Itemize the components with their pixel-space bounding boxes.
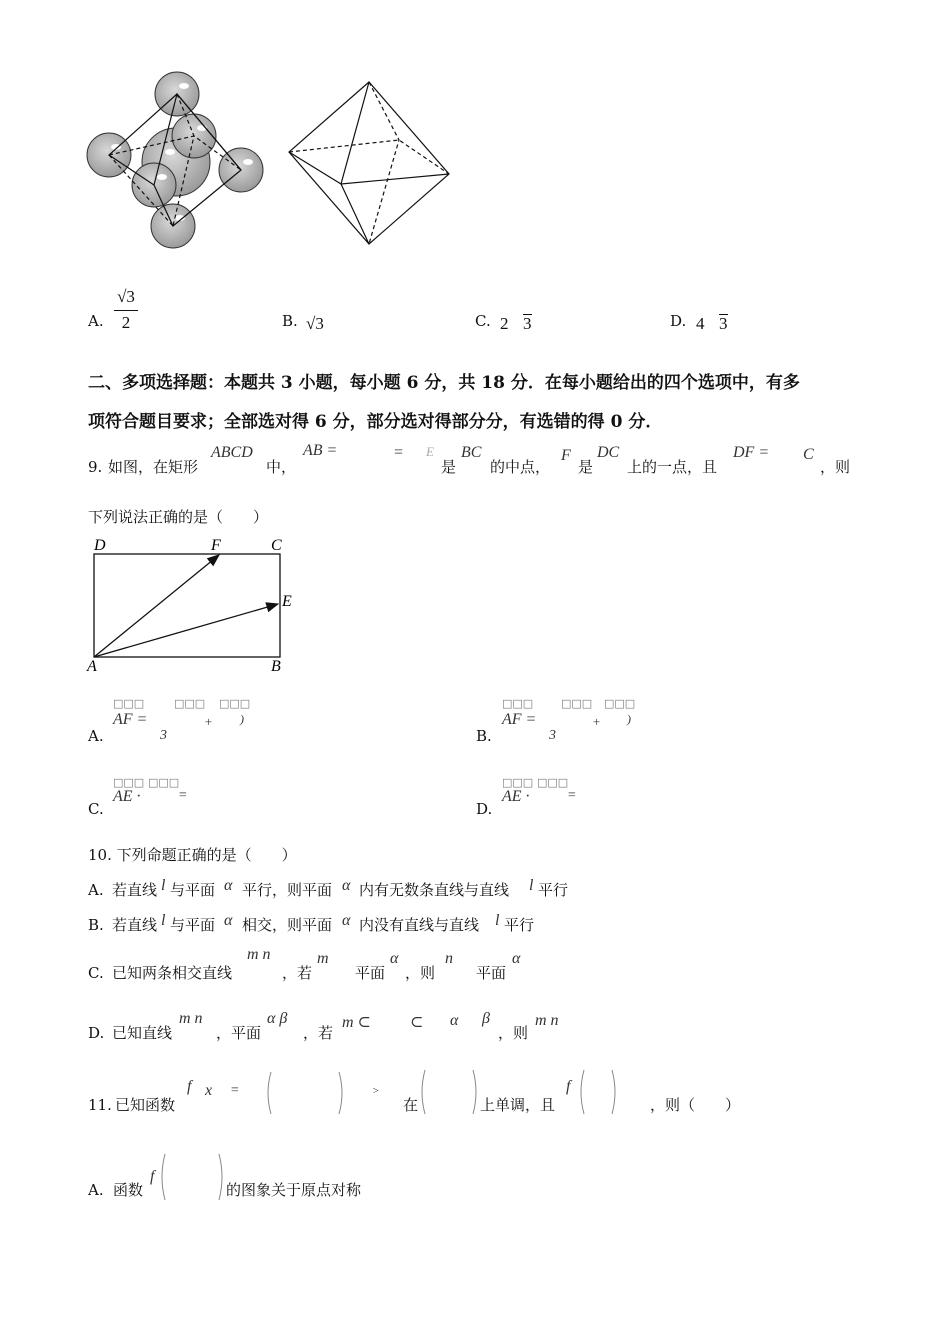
option-d-radicand: 3 (719, 314, 728, 333)
q9-a-vec-mark-2: □□□ (174, 697, 206, 710)
q9-c-vec-mark-1: □□□ (113, 776, 145, 789)
q10-b-t4: 内没有直线与直线 (359, 916, 480, 934)
label-c: C (271, 537, 282, 554)
q9-option-a-plus: + (204, 714, 213, 729)
q10-c-m: m (317, 950, 329, 967)
q9-formula-f: F (561, 447, 571, 464)
q11-option-a-label: A. (88, 1181, 104, 1199)
q9-option-a-af: AF = (113, 711, 148, 728)
q10-c-t3: 平面 (355, 964, 386, 982)
q11-f-arg-bracket (578, 1068, 618, 1116)
q10-b-label: B. (88, 916, 104, 934)
q9-formula-eq: = (393, 444, 404, 461)
q11-f: f (187, 1078, 192, 1095)
q11-eq: = (230, 1083, 240, 1098)
q10-a-l2: l (529, 877, 534, 894)
q11-t2: 在 (403, 1096, 419, 1114)
q10-d-beta: β (482, 1010, 490, 1027)
option-b-label: B. (282, 312, 298, 330)
q9-option-b-af: AF = (502, 711, 537, 728)
q9-b-vec-mark-3: □□□ (604, 697, 636, 710)
q9-text-7: ，则 (820, 458, 851, 476)
crystal-sphere-figure (84, 70, 269, 255)
option-b-value: √3 (306, 314, 324, 333)
q10-b-t2: 与平面 (170, 916, 216, 934)
q11-gt: > (372, 1085, 380, 1097)
q9-a-vec-mark-1: □□□ (113, 697, 145, 710)
q10-d-mn: m n (179, 1010, 203, 1027)
section-2-heading-line1: 二、多项选择题：本题共 3 小题，每小题 6 分，共 18 分．在每小题给出的四个选项中，有多 (88, 373, 800, 393)
q10-c-t2: ，若 (282, 964, 313, 982)
q10-d-msub: m ⊂ (342, 1014, 371, 1031)
octahedron-figure (285, 78, 455, 250)
q10-c-mn: m n (247, 946, 271, 963)
fraction-bar (114, 310, 138, 311)
label-e: E (282, 593, 292, 610)
q10-c-alpha2: α (512, 950, 521, 967)
q11-option-a-t2: 的图象关于原点对称 (226, 1181, 362, 1199)
q9-formula-bc: BC (461, 444, 482, 461)
option-a-numerator: √3 (117, 287, 135, 306)
q10-a-t2: 与平面 (170, 881, 216, 899)
q9-formula-dc: DC (597, 444, 620, 461)
q10-c-alpha: α (390, 950, 399, 967)
q11-t1: 已知函数 (115, 1096, 176, 1114)
q10-d-sub: ⊂ (410, 1014, 424, 1031)
q11-f2: f (566, 1078, 571, 1095)
q10-a-l: l (161, 877, 166, 894)
q10-c-t1: 已知两条相交直线 (112, 964, 233, 982)
q10-c-t5: 平面 (476, 964, 507, 982)
q10-d-t3: ，若 (303, 1024, 334, 1042)
q10-b-alpha2: α (342, 912, 351, 929)
label-a: A (87, 658, 97, 674)
q11-option-a-bracket (159, 1152, 225, 1202)
option-d-label: D. (670, 312, 687, 330)
q10-b-alpha: α (224, 912, 233, 929)
q11-bracket-1 (265, 1070, 345, 1116)
q10-d-mn2: m n (535, 1012, 559, 1029)
q10-a-alpha2: α (342, 877, 351, 894)
q9-text-4: 的中点， (490, 458, 551, 476)
q11-t3: 上单调，且 (480, 1096, 556, 1114)
q9-a-vec-mark-3: □□□ (219, 697, 251, 710)
q10-d-t1: 已知直线 (112, 1024, 173, 1042)
q9-formula-abcd: ABCD (211, 444, 253, 461)
rectangle-abcd-figure (84, 532, 304, 674)
option-a-label: A. (88, 312, 104, 330)
section-2-heading-line2: 项符合题目要求；全部选对得 6 分，部分选对得部分分，有选错的得 0 分． (88, 412, 663, 432)
option-a-denominator: 2 (121, 313, 131, 332)
q10-c-label: C. (88, 964, 104, 982)
q9-option-b-plus: + (592, 714, 601, 729)
q9-option-c-eq: = (178, 788, 188, 803)
q9-formula-e-faint: E (426, 444, 434, 459)
q11-option-a-f: f (150, 1168, 155, 1185)
q9-formula-c: C (803, 446, 814, 463)
q9-option-a-paren: ) (240, 712, 244, 726)
q10-a-label: A. (88, 881, 104, 899)
q11-t4: ，则（ ） (650, 1096, 741, 1114)
label-f: F (211, 537, 221, 554)
option-c-label: C. (475, 312, 491, 330)
q11-option-a-t1: 函数 (113, 1181, 144, 1199)
q9-option-d-label: D. (476, 800, 493, 818)
q10-d-t2: ，平面 (216, 1024, 262, 1042)
q9-text-2: 中， (266, 458, 297, 476)
q9-option-c-ae: AE · (113, 788, 141, 805)
q10-d-alpha: α (450, 1012, 459, 1029)
q11-number: 11. (88, 1096, 112, 1114)
q10-b-t1: 若直线 (112, 916, 158, 934)
option-c-radicand: 3 (523, 314, 532, 333)
q9-option-a-label: A. (88, 727, 104, 745)
q10-a-t4: 内有无数条直线与直线 (359, 881, 510, 899)
q11-x: x (205, 1082, 213, 1099)
q10-d-t4: ，则 (498, 1024, 529, 1042)
q9-b-vec-mark-1: □□□ (502, 697, 534, 710)
q9-option-b-three: 3 (549, 728, 556, 743)
q10-d-ab: α β (267, 1010, 288, 1027)
q9-c-vec-mark-2: □□□ (148, 776, 180, 789)
q10-title: 10. 下列命题正确的是（ ） (88, 846, 297, 864)
label-b: B (271, 658, 281, 674)
q9-option-d-ae: AE · (502, 788, 530, 805)
q10-a-t5: 平行 (538, 881, 569, 899)
q9-d-vec-mark-1: □□□ (502, 776, 534, 789)
q9-text-3: 是 (441, 458, 457, 476)
q9-formula-ab: AB = (303, 442, 338, 459)
q9-d-vec-mark-2: □□□ (537, 776, 569, 789)
q10-b-t5: 平行 (504, 916, 535, 934)
q10-a-t1: 若直线 (112, 881, 158, 899)
q9-text-1: 如图，在矩形 (108, 458, 199, 476)
q9-text-5: 是 (578, 458, 594, 476)
q9-option-a-three: 3 (160, 728, 167, 743)
q9-line2: 下列说法正确的是（ ） (88, 508, 269, 526)
q9-option-d-eq: = (567, 788, 577, 803)
q10-b-l2: l (495, 912, 500, 929)
q10-c-t4: ，则 (405, 964, 436, 982)
q10-c-n: n (445, 950, 453, 967)
q9-b-vec-mark-2: □□□ (561, 697, 593, 710)
q9-option-b-label: B. (476, 727, 492, 745)
q10-a-t3: 平行，则平面 (242, 881, 333, 899)
q10-b-l: l (161, 912, 166, 929)
q11-interval-bracket (419, 1068, 479, 1116)
q9-option-c-label: C. (88, 800, 104, 818)
option-c-coef: 2 (500, 314, 509, 333)
q10-d-label: D. (88, 1024, 105, 1042)
q9-number: 9. (88, 458, 103, 476)
q9-option-b-paren: ) (627, 712, 631, 726)
q10-a-alpha: α (224, 877, 233, 894)
label-d: D (94, 537, 106, 554)
q10-b-t3: 相交，则平面 (242, 916, 333, 934)
q9-formula-df: DF = (733, 444, 770, 461)
q9-text-6: 上的一点，且 (627, 458, 718, 476)
option-d-coef: 4 (696, 314, 705, 333)
